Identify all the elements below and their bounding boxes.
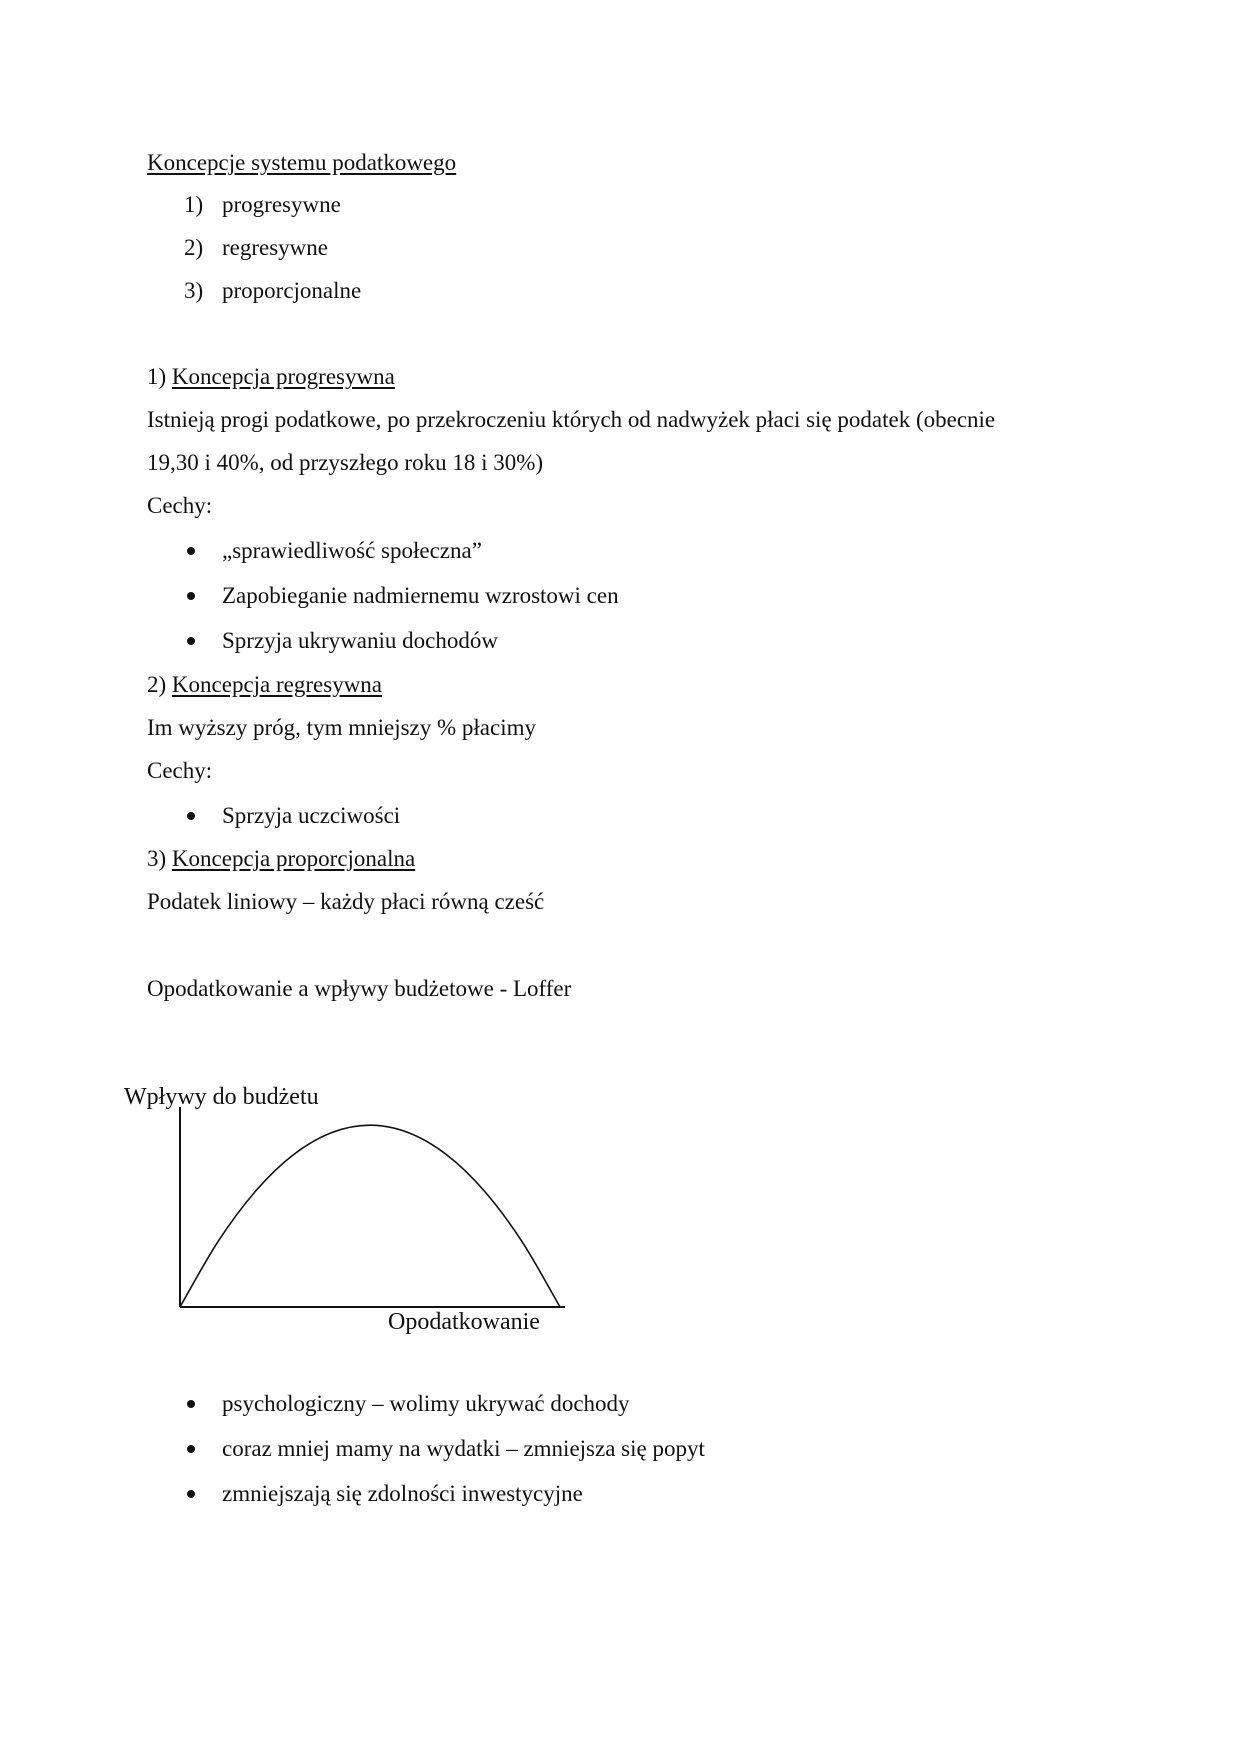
section-3-text: Podatek liniowy – każdy płaci równą cześć (147, 889, 545, 914)
section-number: 2) (147, 672, 167, 697)
bullet-item: Sprzyja uczciwości (222, 803, 401, 828)
bullet-item: coraz mniej mamy na wydatki – zmniejsza się popyt (222, 1436, 705, 1461)
section-number: 1) (147, 364, 167, 389)
loffer-heading: Opodatkowanie a wpływy budżetowe - Loffer (147, 976, 572, 1001)
section-heading-text: Koncepcja regresywna (171, 672, 383, 697)
bullet-item: „sprawiedliwość społeczna” (222, 538, 482, 563)
bullet-icon (187, 1490, 195, 1498)
list-number: 3) (184, 278, 204, 303)
bullet-item: psychologiczny – wolimy ukrywać dochody (222, 1391, 630, 1416)
section-2-features-label: Cechy: (147, 758, 213, 783)
section-heading-text: Koncepcja progresywna (171, 364, 395, 389)
list-item: progresywne (222, 192, 341, 217)
revenue-curve (180, 1125, 560, 1307)
x-axis-label: Opodatkowanie (388, 1309, 540, 1335)
bullet-item: zmniejszają się zdolności inwestycyjne (222, 1481, 583, 1506)
list-item: regresywne (222, 235, 329, 260)
list-number: 2) (184, 235, 204, 260)
bullet-icon (187, 1445, 195, 1453)
bullet-icon (187, 1400, 195, 1408)
bullet-item: Sprzyja ukrywaniu dochodów (222, 628, 498, 653)
section-1-text-line-1: Istnieją progi podatkowe, po przekroczeniu których od nadwyżek płaci się podatek (obecnie (147, 407, 996, 432)
section-number: 3) (147, 846, 167, 871)
bullet-item: Zapobieganie nadmiernemu wzrostowi cen (222, 583, 619, 608)
section-heading-text: Koncepcja proporcjonalna (171, 846, 416, 871)
y-axis-label: Wpływy do budżetu (124, 1084, 319, 1110)
section-1-text-line-2: 19,30 i 40%, od przyszłego roku 18 i 30%) (147, 450, 544, 475)
section-1-features-label: Cechy: (147, 493, 213, 518)
section-2-text: Im wyższy próg, tym mniejszy % płacimy (147, 715, 537, 740)
list-number: 1) (184, 192, 204, 217)
page-title: Koncepcje systemu podatkowego (147, 150, 457, 175)
list-item: proporcjonalne (222, 278, 362, 303)
